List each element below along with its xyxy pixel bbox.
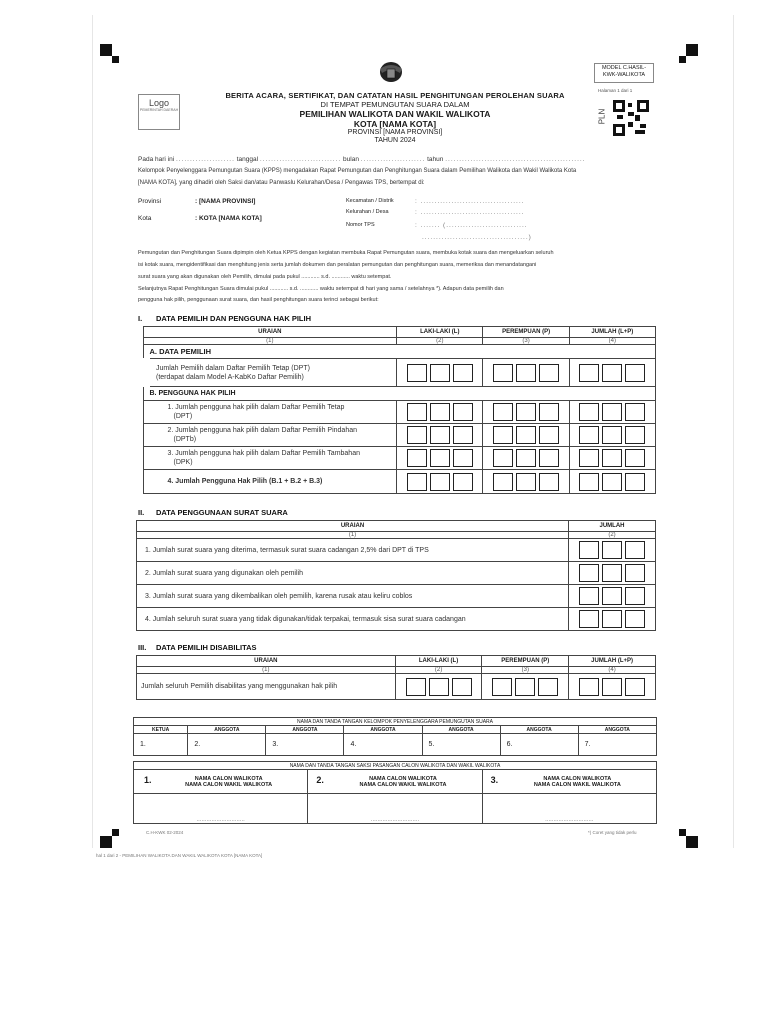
side-code: PLN [597, 108, 607, 125]
digit-boxes[interactable] [397, 473, 482, 491]
provinsi-label: Provinsi [138, 198, 162, 205]
registration-mark [679, 56, 686, 63]
section-3-table [136, 655, 656, 700]
footnote: *) Coret yang tidak perlu [588, 830, 637, 835]
registration-mark [686, 44, 698, 56]
model-label: MODEL C.HASIL-KWK-WALIKOTA [594, 63, 654, 83]
col-num: (2) [395, 667, 482, 674]
title-line-1: BERITA ACARA, SERTIFIKAT, DAN CATATAN HASIL PENGHITUNGAN PEROLEHAN SUARA [225, 91, 565, 100]
col-num: (2) [397, 338, 483, 345]
col-laki: LAKI-LAKI (L) [397, 327, 483, 338]
registration-mark [100, 44, 112, 56]
col-jumlah: JUMLAH (L+P) [569, 327, 655, 338]
digit-boxes[interactable] [569, 587, 655, 605]
col-uraian: URAIAN [143, 327, 397, 338]
paragraph-line-1: Pemungutan dan Penghitungan Suara dipimpin oleh Ketua KPPS dengan kegiatan membuka Rapat Pemungutan suara, membuka kotak suara dan mengeluarkan seluruh [138, 250, 554, 256]
col-num: (4) [569, 338, 655, 345]
digit-boxes[interactable] [569, 564, 655, 582]
registration-mark [679, 829, 686, 836]
table-row: 1. Jumlah surat suara yang diterima, termasuk surat suara cadangan 2,5% dari DPT di TPS [137, 539, 569, 562]
col-jumlah: JUMLAH (L+P) [569, 656, 656, 667]
registration-mark [100, 836, 112, 848]
section-2-table [136, 520, 656, 631]
paragraph-line-4: Selanjutnya Rapat Penghitungan Suara dimulai pukul ............ s.d. ............ waktu setempat di hari yang sama / setelahnya *). Adapun data pemilih dan [138, 286, 504, 292]
digit-boxes[interactable] [570, 473, 655, 491]
table-row: 2. Jumlah pengguna hak pilih dalam Daftar Pemilih Pindahan (DPTb) [143, 424, 397, 447]
section-3-title: DATA PEMILIH DISABILITAS [156, 643, 257, 652]
col-uraian: URAIAN [137, 656, 396, 667]
anggota-label: ANGGOTA [500, 726, 578, 734]
section-2-number: II. [138, 508, 145, 517]
intro-day: Pada hari ini ..................... tanggal ............................. bulan ....................... tahun .................................................. [138, 156, 586, 163]
logo-box [138, 94, 180, 130]
signature-slot[interactable]: 3. [266, 734, 344, 756]
intro-line-2: Kelompok Penyelenggara Pemungutan Suara (KPPS) mengadakan Rapat Pemungutan dan Penghitungan Suara dalam Pemilihan Walikota dan Wakil Walikota Kota [138, 168, 577, 174]
section-3-number: III. [138, 643, 147, 652]
signature-slot[interactable]: 4. [344, 734, 422, 756]
kelurahan-field[interactable]: : ..................................... [415, 209, 525, 216]
tps-field[interactable]: : ....... (............................. [415, 222, 528, 229]
page-footer: hal 1 dari 2 - PEMILIHAN WALIKOTA DAN WAKIL WALIKOTA KOTA [NAMA KOTA] [96, 853, 263, 858]
col-perempuan: PEREMPUAN (P) [483, 327, 569, 338]
col-num: (4) [569, 667, 656, 674]
saksi-title: NAMA DAN TANDA TANGAN SAKSI PASANGAN CALON WALIKOTA DAN WAKIL WALIKOTA [134, 762, 657, 770]
tps-label: Nomor TPS [346, 222, 375, 228]
kpps-title: NAMA DAN TANDA TANGAN KELOMPOK PENYELENGGARA PEMUNGUTAN SUARA [134, 718, 657, 726]
digit-boxes[interactable] [483, 364, 568, 382]
title-line-6: TAHUN 2024 [374, 137, 416, 144]
table-row: 3. Jumlah surat suara yang dikembalikan oleh pemilih, karena rusak atau keliru coblos [137, 585, 569, 608]
signature-slot[interactable]: 2. [188, 734, 266, 756]
kelurahan-label: Kelurahan / Desa [346, 209, 389, 215]
section-1-number: I. [138, 314, 143, 323]
col-perempuan: PEREMPUAN (P) [482, 656, 569, 667]
title-line-3: PEMILIHAN WALIKOTA DAN WAKIL WALIKOTA [299, 109, 491, 119]
table-row: Jumlah seluruh Pemilih disabilitas yang menggunakan hak pilih [137, 674, 396, 700]
saksi-signature-slot[interactable]: ............................. [308, 794, 482, 824]
anggota-label: ANGGOTA [266, 726, 344, 734]
digit-boxes[interactable] [570, 426, 655, 444]
digit-boxes[interactable] [569, 678, 655, 696]
provinsi-value: : [NAMA PROVINSI] [195, 198, 256, 205]
title-line-4: KOTA [NAMA KOTA] [353, 119, 437, 129]
qr-code [613, 100, 649, 136]
registration-mark [686, 836, 698, 848]
digit-boxes[interactable] [483, 426, 568, 444]
tps-field-2[interactable]: ......................................) [422, 234, 532, 241]
table-row: 3. Jumlah pengguna hak pilih dalam Daftar Pemilih Tambahan (DPK) [143, 447, 397, 470]
digit-boxes[interactable] [570, 403, 655, 421]
paragraph-line-5: pengguna hak pilih, penggunaan surat suara, dan hasil penghitungan suara terinci sebagai berikut: [138, 297, 379, 303]
subsection-b-title: B. PENGGUNA HAK PILIH [143, 387, 656, 401]
col-laki: LAKI-LAKI (L) [395, 656, 482, 667]
digit-boxes[interactable] [397, 426, 482, 444]
paragraph-line-2: isi kotak suara, mengidentifikasi dan menghitung jenis serta jumlah dokumen dan peralatan pemungutan dan penghitungan suara, memeriksa dan menandatangani [138, 262, 537, 268]
ketua-label: KETUA [134, 726, 188, 734]
form-code: C.H-KWK 02-2024 [146, 830, 184, 835]
digit-boxes[interactable] [570, 364, 655, 382]
col-num: (3) [482, 667, 569, 674]
table-row: 4. Jumlah seluruh surat suara yang tidak digunakan/tidak terpakai, termasuk sisa surat suara cadangan [137, 608, 569, 631]
page-info: Halaman 1 dari 1 [598, 88, 633, 93]
digit-boxes[interactable] [483, 449, 568, 467]
logo-sub: PEMERINTAH DAERAH [139, 108, 179, 112]
digit-boxes[interactable] [397, 449, 482, 467]
registration-mark [112, 829, 119, 836]
calon-3: 3. NAMA CALON WALIKOTA NAMA CALON WAKIL WALIKOTA [482, 770, 656, 794]
digit-boxes[interactable] [482, 678, 568, 696]
table-row: 2. Jumlah surat suara yang digunakan oleh pemilih [137, 562, 569, 585]
kpps-signature-table [133, 717, 657, 756]
digit-boxes[interactable] [483, 473, 568, 491]
saksi-signature-slot[interactable]: ............................. [134, 794, 308, 824]
signature-slot[interactable]: 1. [134, 734, 188, 756]
col-num: (2) [569, 532, 656, 539]
subsection-a-title: A. DATA PEMILIH [143, 345, 656, 359]
signature-slot[interactable]: 5. [422, 734, 500, 756]
garuda-emblem [378, 59, 404, 85]
logo-text: Logo [148, 98, 170, 108]
kecamatan-field[interactable]: : ..................................... [415, 198, 525, 205]
title-line-5: PROVINSI [NAMA PROVINSI] [347, 129, 443, 136]
registration-mark [112, 56, 119, 63]
anggota-label: ANGGOTA [188, 726, 266, 734]
col-num: (1) [143, 338, 397, 345]
saksi-signature-table [133, 761, 657, 824]
calon-1: 1. NAMA CALON WALIKOTA NAMA CALON WAKIL WALIKOTA [134, 770, 308, 794]
section-2-title: DATA PENGGUNAAN SURAT SUARA [156, 508, 288, 517]
title-line-2: DI TEMPAT PEMUNGUTAN SUARA DALAM [320, 100, 470, 109]
digit-boxes[interactable] [569, 541, 655, 559]
kecamatan-label: Kecamatan / Distrik [346, 198, 394, 204]
anggota-label: ANGGOTA [578, 726, 656, 734]
paragraph-line-3: surat suara yang akan digunakan oleh Pemilih, dimulai pada pukul ............ s.d. ............ waktu setempat. [138, 274, 392, 280]
section-1-table [136, 326, 656, 494]
digit-boxes[interactable] [569, 610, 655, 628]
digit-boxes[interactable] [397, 403, 482, 421]
col-num: (3) [483, 338, 569, 345]
anggota-label: ANGGOTA [422, 726, 500, 734]
table-row: 4. Jumlah Pengguna Hak Pilih (B.1 + B.2 + B.3) [143, 470, 397, 494]
table-row: 1. Jumlah pengguna hak pilih dalam Daftar Pemilih Tetap (DPT) [143, 401, 397, 424]
signature-slot[interactable]: 6. [500, 734, 578, 756]
digit-boxes[interactable] [396, 678, 482, 696]
kota-value: : KOTA [NAMA KOTA] [195, 215, 262, 222]
col-num: (1) [137, 532, 569, 539]
saksi-signature-slot[interactable]: ............................. [482, 794, 656, 824]
col-num: (1) [137, 667, 396, 674]
intro-line-3: [NAMA KOTA], yang dihadiri oleh Saksi dan/atau Panwaslu Kelurahan/Desa / Pengawas TPS, bertempat di: [138, 180, 425, 186]
col-uraian: URAIAN [137, 521, 569, 532]
kota-label: Kota [138, 215, 152, 222]
table-row: Jumlah Pemilih dalam Daftar Pemilih Tetap (DPT) (terdapat dalam Model A-KabKo Daftar Pemilih) [143, 359, 397, 387]
digit-boxes[interactable] [397, 364, 482, 382]
section-1-title: DATA PEMILIH DAN PENGGUNA HAK PILIH [156, 314, 311, 323]
col-jumlah: JUMLAH [569, 521, 656, 532]
digit-boxes[interactable] [483, 403, 568, 421]
signature-slot[interactable]: 7. [578, 734, 656, 756]
calon-2: 2. NAMA CALON WALIKOTA NAMA CALON WAKIL WALIKOTA [308, 770, 482, 794]
anggota-label: ANGGOTA [344, 726, 422, 734]
digit-boxes[interactable] [570, 449, 655, 467]
